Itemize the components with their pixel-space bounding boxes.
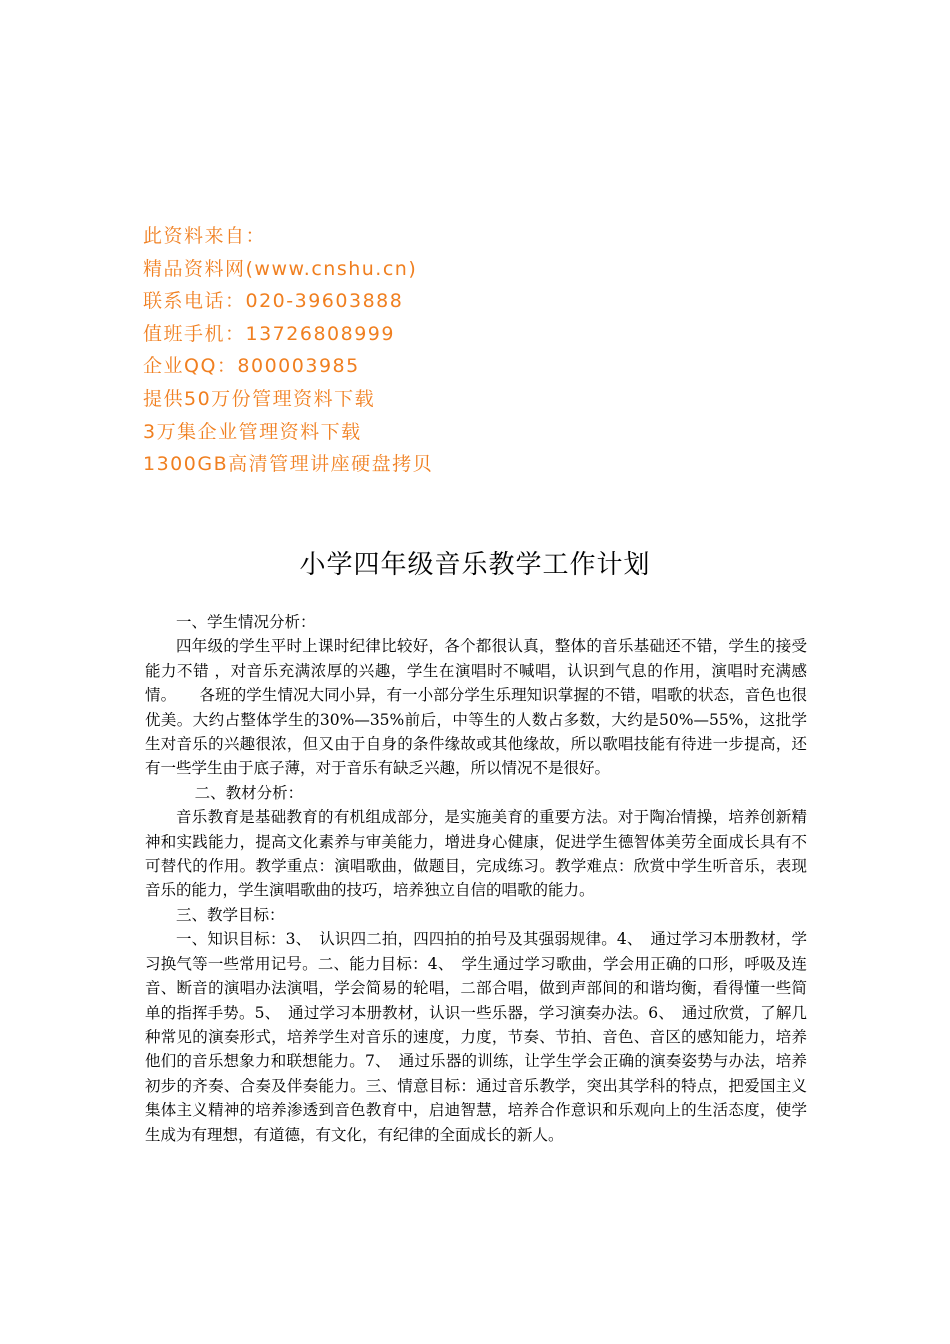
source-line-offer-2: 3万集企业管理资料下载 [143,420,362,443]
source-line-offer-1: 提供50万份管理资料下载 [143,387,376,410]
document-body [145,610,807,1147]
section-text-teaching-goals: 一、知识目标：3、 认识四二拍，四四拍的拍号及其强弱规律。4、 通过学习本册教材，学习换气等一些常用记号。二、能力目标：4、 学生通过学习歌曲，学会用正确的口形，呼吸及连音、断音的演唱办法演唱，学会简易的轮唱，二部合唱，做到声部间的和谐均衡，看得懂一些简单的指挥手势。5、 通过学习本册教材，认识一些乐器，学习演奏办法。6、 通过欣赏，了解几种常见的演奏形式，培养学生对音乐的速度，力度，节奏、节拍、音色、音区的感知能力，培养他们的音乐想象力和联想能力。7、 通过乐器的训练，让学生学会正确的演奏姿势与办法，培养初步的齐奏、合奏及伴奏能力。三、情意目标：通过音乐教学，突出其学科的特点，把爱国主义集体主义精神的培养渗透到音色教育中，启迪智慧，培养合作意识和乐观向上的生活态度，使学生成为有理想，有道德，有文化，有纪律的全面成长的新人。 [145,930,807,1144]
source-line-phone: 联系电话：020-39603888 [143,290,404,313]
source-line-from: 此资料来自： [143,225,267,247]
section-heading-student-analysis: 一、学生情况分析： [176,613,316,631]
source-line-mobile: 值班手机：13726808999 [143,322,395,345]
section-heading-textbook-analysis: 二、教材分析： [194,783,304,802]
section-text-student-analysis: 四年级的学生平时上课时纪律比较好，各个都很认真，整体的音乐基础还不错，学生的接受能力不错 ，对音乐充满浓厚的兴趣，学生在演唱时不喊唱，认识到气息的作用，演唱时充满感情。 各班的学生情况大同小异，有一小部分学生乐理知识掌握的不错，唱歌的状态，音色也很优美。大约占整体学生的30%—35%前后，中等生的人数占多数，大约是50%—55%，这批学生对音乐的兴趣很浓，但又由于自身的条件缘故或其他缘故，所以歌唱技能有待进一步提高，还有一些学生由于底子薄，对于音乐有缺乏兴趣，所以情况不是很好。 [145,637,807,778]
section-text-textbook-analysis: 音乐教育是基础教育的有机组成部分，是实施美育的重要方法。对于陶冶情操，培养创新精神和实践能力，提高文化素养与审美能力，增进身心健康，促进学生德智体美劳全面成长具有不可替代的作用。教学重点：演唱歌曲，做题目，完成练习。教学难点：欣赏中学生听音乐，表现音乐的能力，学生演唱歌曲的技巧，培养独立自信的唱歌的能力。 [145,808,807,900]
source-line-offer-3: 1300GB高清管理讲座硬盘拷贝 [143,453,434,476]
document-title: 小学四年级音乐教学工作计划 [299,550,651,580]
source-line-qq: 企业QQ：800003985 [143,355,360,378]
source-info-block [143,220,843,481]
source-line-website: 精品资料网(www.cnshu.cn) [143,257,418,280]
section-heading-teaching-goals: 三、教学目标： [176,905,285,924]
